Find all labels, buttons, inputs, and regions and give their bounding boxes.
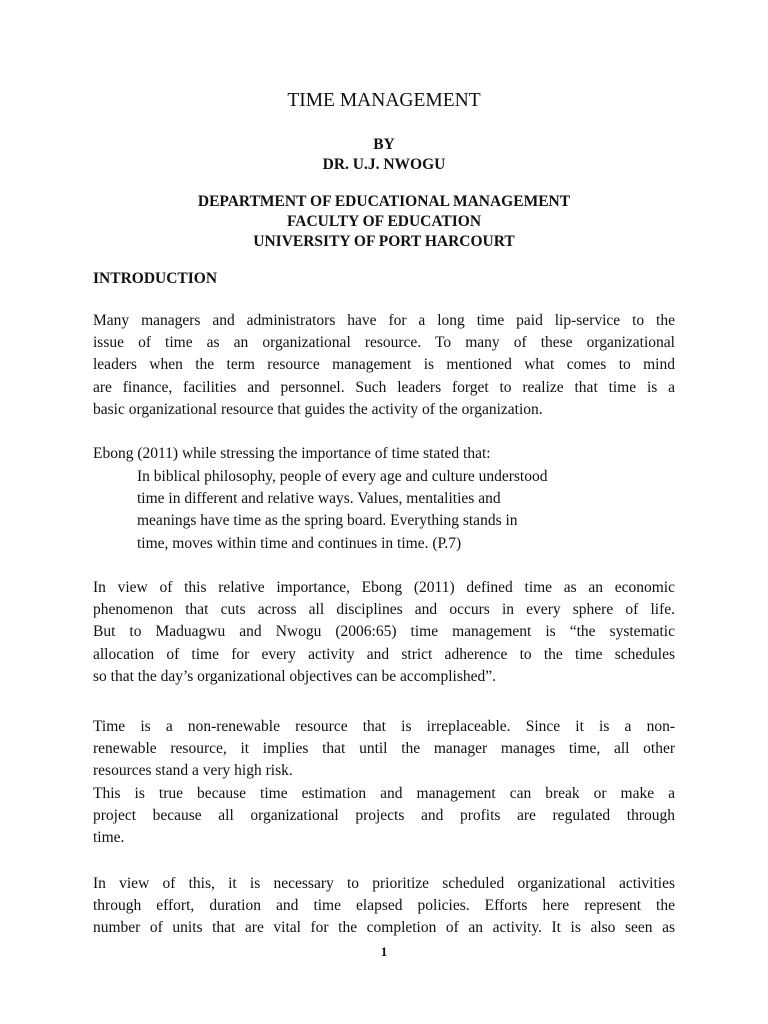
paragraph-line: are finance, facilities and personnel. Such leaders forget to realize that time is a [93,378,675,396]
block-quote [137,466,637,555]
paragraph-line: Ebong (2011) while stressing the importance of time stated that: [93,445,491,462]
paragraph-1 [93,310,675,421]
quote-line: meanings have time as the spring board. Everything stands in [137,512,518,530]
paragraph-line: resources stand a very high risk. [93,762,293,780]
paragraph-line: Many managers and administrators have for a long time paid lip-service to the [93,312,675,329]
paragraph-line: This is true because time estimation and management can break or make a [93,784,675,802]
paragraph-line: allocation of time for every activity and strict adherence to the time schedules [93,645,675,663]
paragraph-line: In view of this relative importance, Ebong (2011) defined time as an economic [93,579,675,596]
paragraph-line: basic organizational resource that guides the activity of the organization. [93,400,543,418]
by-line: BY [373,136,395,153]
document-title: TIME MANAGEMENT [287,90,481,111]
paragraph-4 [93,716,675,849]
faculty-name: FACULTY OF EDUCATION [286,213,482,230]
paragraph-line: But to Maduagwu and Nwogu (2006:65) time management is “the systematic [93,623,675,641]
paragraph-line: leaders when the term resource management is mentioned what comes to mind [93,356,675,374]
quote-line: time in different and relative ways. Values, mentalities and [137,490,501,508]
quote-line: In biblical philosophy, people of every age and culture understood [137,468,548,485]
page-number: 1 [380,944,388,959]
section-heading-introduction: INTRODUCTION [93,270,218,287]
paragraph-line: Time is a non-renewable resource that is irreplaceable. Since it is a non- [93,718,675,735]
paragraph-line: so that the day’s organizational objectives can be accomplished”. [93,667,497,685]
department-name: DEPARTMENT OF EDUCATIONAL MANAGEMENT [197,193,571,210]
paragraph-line: project because all organizational projects and profits are regulated through [93,806,675,824]
paragraph-line: renewable resource, it implies that until the manager manages time, all other [93,740,675,758]
paragraph-line: number of units that are vital for the completion of an activity. It is also seen as [93,919,675,937]
paragraph-line: phenomenon that cuts across all disciplines and occurs in every sphere of life. [93,601,675,619]
paragraph-line: In view of this, it is necessary to prioritize scheduled organizational activities [93,875,675,892]
university-name: UNIVERSITY OF PORT HARCOURT [253,233,515,250]
quote-line: time, moves within time and continues in time. (P.7) [137,534,462,552]
paragraph-line: issue of time as an organizational resource. To many of these organizational [93,334,675,352]
paragraph-line: time. [93,828,125,846]
paragraph-3 [93,577,675,688]
paragraph-line: through effort, duration and time elapsed policies. Efforts here represent the [93,897,675,915]
paragraph-2 [93,443,675,465]
paragraph-5 [93,873,675,940]
author-name: DR. U.J. NWOGU [322,156,446,173]
